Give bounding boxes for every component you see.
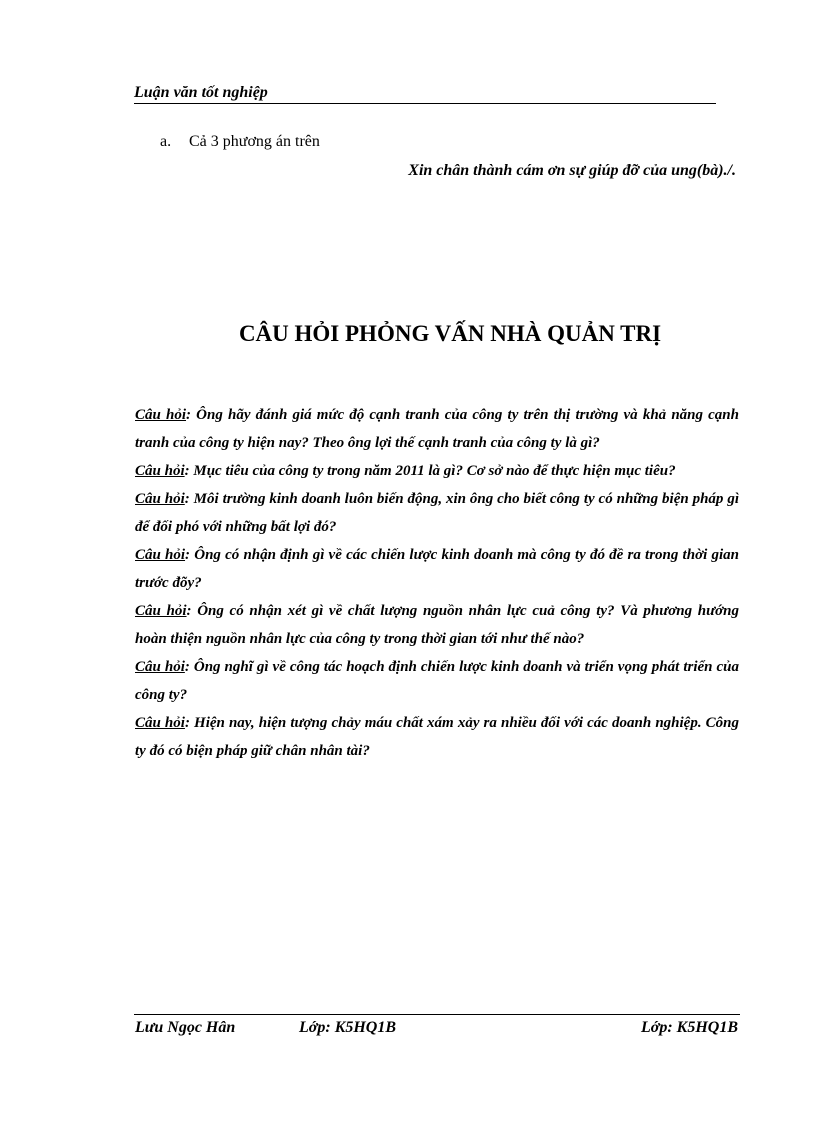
- question-label: Câu hỏi: [135, 715, 185, 731]
- question-text: : Mục tiêu của công ty trong năm 2011 là gì? Cơ sở nào để thực hiện mục tiêu?: [184, 463, 676, 479]
- question-text: : Ông có nhận xét gì về chất lượng nguồn nhân lực cuả công ty? Và phương hướng hoàn thiện nguồn nhân lực của công ty trong thời gian tới như thế nào?: [135, 603, 739, 647]
- header-title: Luận văn tốt nghiệp: [134, 84, 268, 101]
- page-title: CÂU HỎI PHỎNG VẤN NHÀ QUẢN TRỊ: [238, 321, 662, 346]
- question-label: Câu hỏi: [135, 407, 187, 423]
- option-letter: a.: [160, 133, 172, 150]
- page-footer: [134, 1014, 740, 1043]
- question-item: [135, 541, 739, 597]
- answer-option: [160, 133, 320, 151]
- page-header: [134, 84, 716, 104]
- footer-author: Lưu Ngọc Hân: [135, 1019, 236, 1036]
- question-label: Câu hỏi: [135, 491, 185, 507]
- question-list: [135, 401, 739, 765]
- question-label: Câu hỏi: [135, 547, 186, 563]
- question-label: Câu hỏi: [135, 463, 185, 479]
- question-item: [135, 401, 739, 457]
- footer-class-left: Lớp: K5HQ1B: [299, 1019, 397, 1036]
- question-text: : Ông có nhận định gì về các chiến lược kinh doanh mà công ty đó đề ra trong thời gian trước đõy?: [135, 547, 739, 591]
- question-text: : Môi trường kinh doanh luôn biến động, xin ông cho biết công ty có những biện pháp gì để đối phó với những bất lợi đó?: [135, 491, 739, 535]
- question-label: Câu hỏi: [135, 603, 187, 619]
- question-text: : Ông nghĩ gì về công tác hoạch định chiến lược kinh doanh và triển vọng phát triển của công ty?: [135, 659, 739, 703]
- question-item: [135, 457, 739, 485]
- option-text: Cả 3 phương án trên: [189, 133, 320, 150]
- question-item: [135, 485, 739, 541]
- question-label: Câu hỏi: [135, 659, 185, 675]
- question-item: [135, 597, 739, 653]
- footer-class-right: Lớp: K5HQ1B: [640, 1019, 738, 1036]
- question-item: [135, 709, 739, 765]
- question-text: : Hiện nay, hiện tượng chảy máu chất xám xảy ra nhiều đối với các doanh nghiệp. Công ty đó có biện pháp giữ chân nhân tài?: [135, 715, 740, 759]
- question-item: [135, 653, 739, 709]
- question-text: : Ông hãy đánh giá mức độ cạnh tranh của công ty trên thị trường và khả năng cạnh tranh của công ty hiện nay? Theo ông lợi thế cạnh tranh của công ty là gì?: [135, 407, 739, 451]
- thanks-note: Xin chân thành cám ơn sự giúp đỡ của ung(bà)./.: [408, 162, 736, 179]
